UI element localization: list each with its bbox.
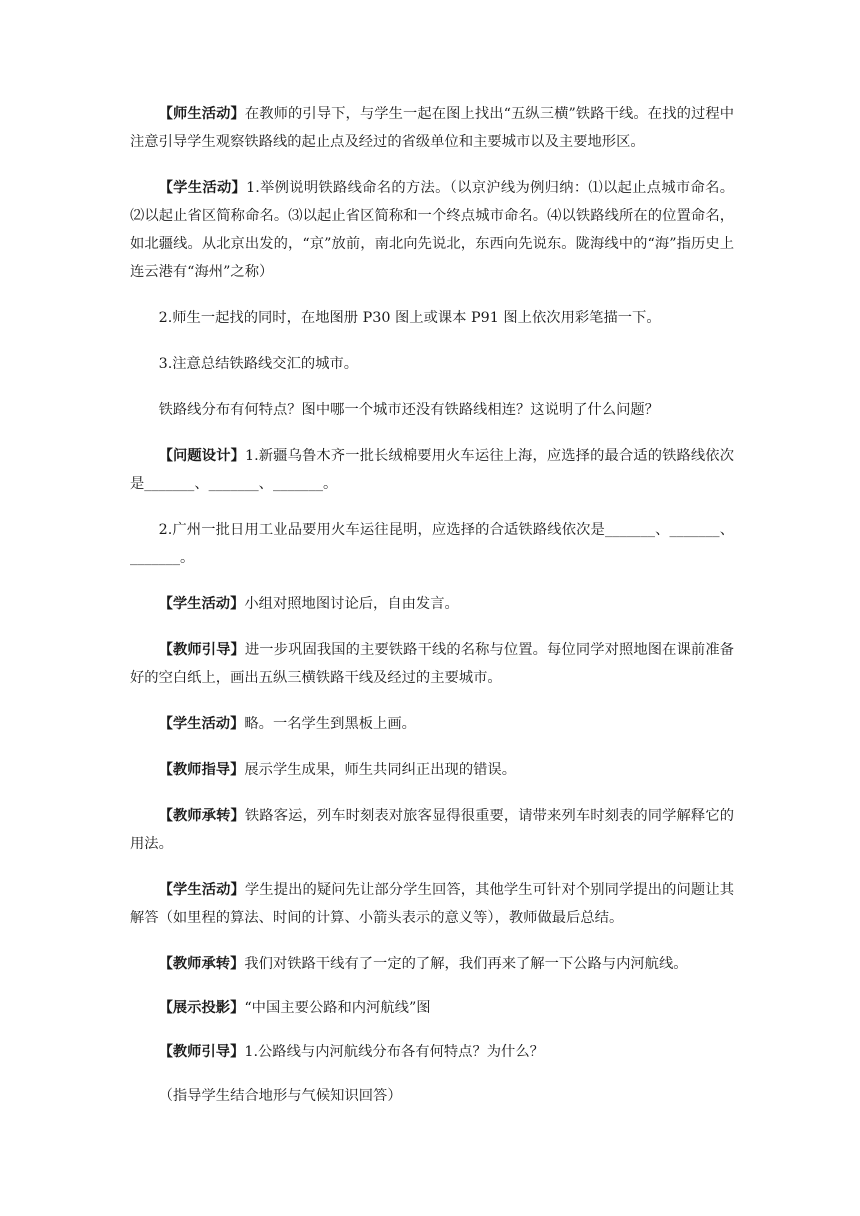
paragraph-trace-map — [130, 304, 734, 332]
paragraph-projection — [130, 994, 734, 1022]
paragraph-student-questions — [130, 876, 734, 932]
paragraph-tag: 【师生活动】 — [158, 106, 245, 122]
paragraph-distribution-question — [130, 396, 734, 424]
paragraph-timetable — [130, 802, 734, 858]
paragraph-tag: 【学生活动】 — [158, 716, 245, 732]
paragraph-question-design-1 — [130, 442, 734, 498]
paragraph-text: 铁路线分布有何特点？图中哪一个城市还没有铁路线相连？这说明了什么问题？ — [158, 402, 659, 418]
paragraph-tag: 【教师引导】 — [158, 1044, 245, 1060]
paragraph-tag: 【教师承转】 — [158, 808, 245, 824]
paragraph-text: 1.公路线与内河航线分布各有何特点？为什么？ — [244, 1044, 544, 1060]
paragraph-teacher-guide-draw — [130, 636, 734, 692]
paragraph-transition-highways — [130, 950, 734, 978]
paragraph-group-discussion — [130, 590, 734, 618]
paragraph-guide-note — [130, 1082, 734, 1110]
paragraph-tag: 【学生活动】 — [158, 882, 245, 898]
paragraph-question-design-2 — [130, 516, 734, 572]
document-page — [130, 100, 734, 1126]
paragraph-text: 学生提出的疑问先让部分学生回答，其他学生可针对个别同学提出的问题让其解答（如里程的算法、时间的计算、小箭头表示的意义等），教师做最后总结。 — [130, 882, 735, 926]
paragraph-tag: 【教师指导】 — [158, 762, 245, 778]
paragraph-teacher-correct — [130, 756, 734, 784]
paragraph-tag: 【展示投影】 — [158, 1000, 245, 1016]
paragraph-text: 小组对照地图讨论后，自由发言。 — [244, 596, 459, 612]
paragraph-tag: 【问题设计】 — [158, 448, 246, 464]
paragraph-tag: 【教师引导】 — [158, 642, 245, 658]
paragraph-text: 2.广州一批日用工业品要用火车运往昆明，应选择的合适铁路线依次是_______、_______、_______。 — [130, 522, 734, 566]
paragraph-tag: 【学生活动】 — [158, 180, 247, 196]
paragraph-text: （指导学生结合地形与气候知识回答） — [158, 1088, 402, 1104]
paragraph-teacher-student-activity — [130, 100, 734, 156]
paragraph-junction-cities — [130, 350, 734, 378]
paragraph-text: 略。一名学生到黑板上画。 — [244, 716, 416, 732]
paragraph-student-blackboard — [130, 710, 734, 738]
paragraph-text: 在教师的引导下，与学生一起在图上找出“五纵三横”铁路干线。在找的过程中注意引导学生观察铁路线的起止点及经过的省级单位和主要城市以及主要地形区。 — [130, 106, 734, 150]
paragraph-text: “中国主要公路和内河航线”图 — [244, 1000, 431, 1016]
paragraph-text: 2.师生一起找的同时，在地图册 P30 图上或课本 P91 图上依次用彩笔描一下。 — [158, 310, 661, 326]
paragraph-tag: 【教师承转】 — [158, 956, 245, 972]
paragraph-text: 铁路客运，列车时刻表对旅客显得很重要，请带来列车时刻表的同学解释它的用法。 — [130, 808, 735, 852]
paragraph-tag: 【学生活动】 — [158, 596, 245, 612]
paragraph-highway-question — [130, 1038, 734, 1066]
paragraph-text: 我们对铁路干线有了一定的了解，我们再来了解一下公路与内河航线。 — [244, 956, 688, 972]
paragraph-text: 1.举例说明铁路线命名的方法。（以京沪线为例归纳：⑴以起止点城市命名。⑵以起止省区简称命名。⑶以起止省区简称和一个终点城市命名。⑷以铁路线所在的位置命名，如北疆线。从北京出发的，“京”放前，南北向先说北，东西向先说东。陇海线中的“海”指历史上连云港有“海州”之称） — [130, 180, 734, 280]
paragraph-text: 进一步巩固我国的主要铁路干线的名称与位置。每位同学对照地图在课前准备好的空白纸上，画出五纵三横铁路干线及经过的主要城市。 — [130, 642, 735, 686]
paragraph-text: 1.新疆乌鲁木齐一批长绒棉要用火车运往上海，应选择的最合适的铁路线依次是_______、_______、_______。 — [130, 448, 735, 492]
paragraph-text: 3.注意总结铁路线交汇的城市。 — [158, 356, 359, 372]
paragraph-text: 展示学生成果，师生共同纠正出现的错误。 — [244, 762, 517, 778]
paragraph-student-activity-naming — [130, 174, 734, 286]
